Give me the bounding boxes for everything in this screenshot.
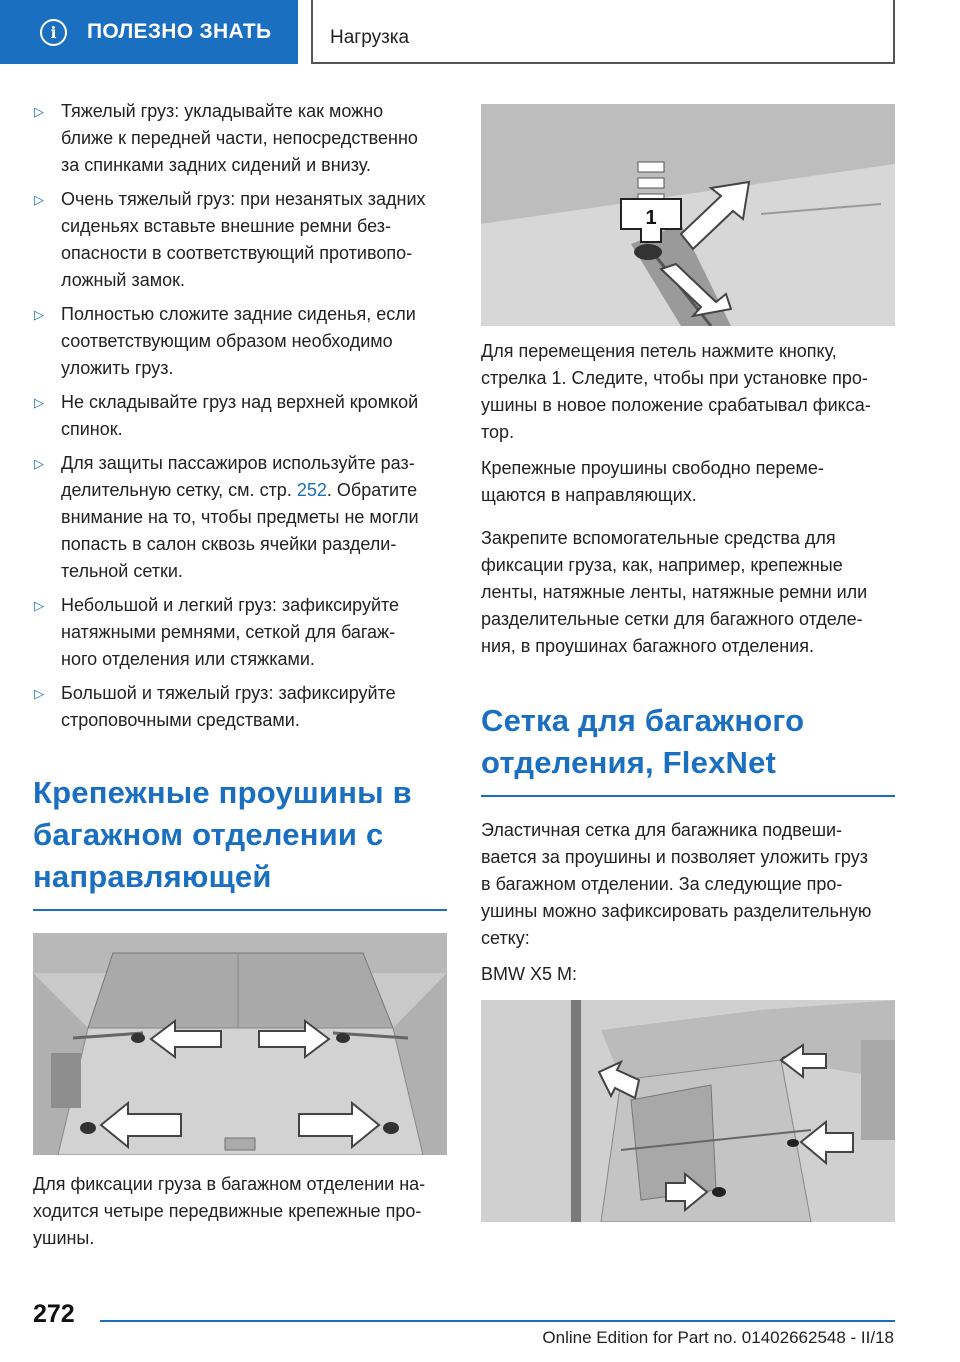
section-tab (0, 0, 298, 64)
list-item (33, 450, 447, 585)
list-item-text: Тяжелый груз: укладывайте как можно ближе к передней части, непосредственно за спинками задних сидений и внизу. (61, 101, 418, 175)
list-item-text: Небольшой и легкий груз: зафиксируйте натяжными ремнями, сеткой для багаж- ного отделения или стяжками. (61, 595, 400, 669)
right-column (481, 98, 895, 1222)
model-label: BMW X5 M: (481, 964, 578, 984)
section-heading-tie-downs: Крепежные проушины в багажном отделении с направляющей (33, 772, 447, 911)
list-item-text: Очень тяжелый груз: при незанятых задних сиденьях вставьте внешние ремни без- опасности в соответствующий противопо- ложный замок. (61, 189, 426, 290)
paragraph-securing-aids: Закрепите вспомогательные средства для фиксации груза, как, например, крепежные ленты, натяжные ленты, натяжные ремни или разделительные сетки для багажного отделе- ния, в проушинах багажного отделения. (481, 528, 868, 656)
list-item (33, 389, 447, 443)
figure-caption: Для фиксации груза в багажном отделении на- ходится четыре передвижные крепежные про- ушины. (33, 1174, 426, 1248)
header-title-box (311, 0, 895, 64)
list-item (33, 680, 447, 734)
section-tab-label: ПОЛЕЗНО ЗНАТЬ (87, 20, 272, 43)
edition-info: Online Edition for Part no. 01402662548 - II/18 (542, 1328, 894, 1347)
list-item (33, 98, 447, 179)
cargo-area-figure (33, 933, 447, 1155)
paragraph-rail-movement: Крепежные проушины свободно переме- щаются в направляющих. (481, 458, 824, 505)
section-heading-flexnet: Сетка для багажного отделения, FlexNet (481, 700, 895, 797)
bullet-triangle-icon: ▷ (34, 192, 44, 207)
list-item-text: Для защиты пассажиров используйте раз- делительную сетку, см. стр. 252. Обратите внимание на то, чтобы предметы не могли попасть в салон сквозь ячейки раздели- тельной сетки. (61, 453, 419, 581)
bullet-triangle-icon: ▷ (34, 395, 44, 410)
bullet-triangle-icon: ▷ (34, 307, 44, 322)
bullet-triangle-icon: ▷ (34, 598, 44, 613)
loading-tips-list (33, 98, 447, 734)
bullet-triangle-icon: ▷ (34, 686, 44, 701)
list-item (33, 186, 447, 294)
page-number: 272 (33, 1300, 75, 1328)
list-item (33, 301, 447, 382)
list-item-text: Полностью сложите задние сиденья, если соответствующим образом необходимо уложить груз. (61, 304, 416, 378)
info-icon: i (40, 19, 67, 46)
bullet-triangle-icon: ▷ (34, 104, 44, 119)
x5m-trunk-figure (481, 1000, 895, 1222)
list-item (33, 592, 447, 673)
left-column (33, 98, 447, 1252)
footer-divider (100, 1320, 895, 1322)
paragraph-flexnet-description: Эластичная сетка для багажника подвеши- вается за проушины и позволяет уложить груз в багажном отделении. За следующие про- ушины можно зафиксировать разделительную сетку: (481, 820, 872, 948)
tie-down-rail-figure (481, 104, 895, 326)
list-item-text: Не складывайте груз над верхней кромкой спинок. (61, 392, 419, 439)
chapter-title: Нагрузка (330, 27, 410, 48)
list-item-text: Большой и тяжелый груз: зафиксируйте строповочными средствами. (61, 683, 396, 730)
paragraph-button-instruction: Для перемещения петель нажмите кнопку, стрелка 1. Следите, чтобы при установке про- ушины в новое положение срабатывал фикса- тор. (481, 341, 871, 442)
page-reference-link[interactable]: 252 (296, 480, 327, 500)
bullet-triangle-icon: ▷ (34, 456, 44, 471)
arrow-1-callout: 1 (645, 207, 657, 229)
